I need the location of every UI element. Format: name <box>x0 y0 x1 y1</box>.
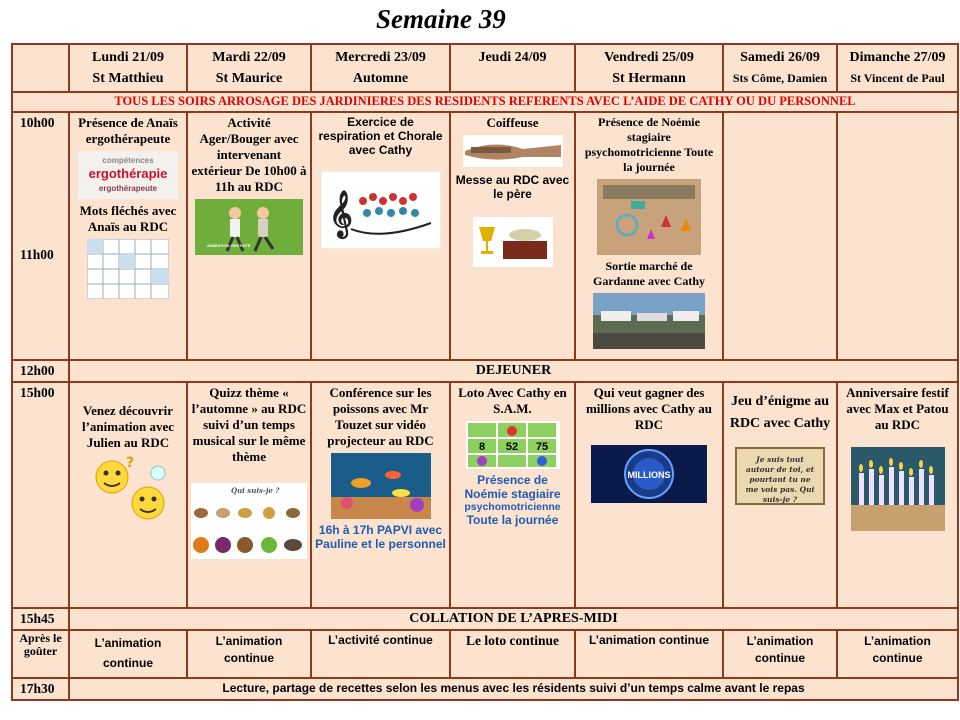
poissons-image <box>331 453 431 519</box>
day-date: Dimanche 27/09 <box>849 50 946 65</box>
cell-dimanche-matin <box>837 112 958 360</box>
dimanche-aprem-text: Anniversaire festif avec Max et Patou au RDC <box>846 385 949 432</box>
day-date: Mardi 22/09 <box>212 50 286 65</box>
day-saint: Automne <box>352 71 409 86</box>
cell-jeudi-aprem <box>450 382 575 608</box>
time-10h00: 10h00 <box>20 115 55 130</box>
watering-banner: TOUS LES SOIRS ARROSAGE DES JARDINIERES DES RESIDENTS REFERENTS AVEC L’AIDE DE CATHY OU DU PERSONNEL <box>12 92 958 112</box>
header-row <box>12 44 958 92</box>
apres-dimanche: L’animation continue <box>837 630 958 678</box>
mercredi-aprem-blue-text: 16h à 17h PAPVI avec Pauline et le personnel <box>315 523 446 551</box>
page-title: Semaine 39 <box>376 4 506 34</box>
jeudi-aprem-blue-1: Présence de Noémie stagiaire <box>464 473 561 501</box>
jeudi-matin-text-1: Coiffeuse <box>486 115 539 130</box>
mercredi-aprem-text: Conférence sur les poissons avec Mr Touzet sur vidéo projecteur au RDC <box>327 385 434 448</box>
cell-mercredi-aprem <box>311 382 450 608</box>
chorale-image <box>321 171 441 249</box>
time-11h00: 11h00 <box>20 247 54 262</box>
time-17h30: 17h30 <box>12 678 69 700</box>
cell-lundi-aprem <box>69 382 187 608</box>
samedi-aprem-text: Jeu d’énigme au RDC avec Cathy <box>729 394 831 431</box>
automne-quizz-image <box>191 483 307 559</box>
lundi-matin-text-2: Mots fléchés avec Anaïs au RDC <box>79 203 177 234</box>
crossword-grid-image <box>87 239 169 299</box>
anniversaire-image <box>851 447 945 531</box>
ergo-word-3: ergothérapeute <box>98 184 158 193</box>
vendredi-aprem-text: Qui veut gagner des millions avec Cathy au RDC <box>585 385 713 432</box>
jeudi-aprem-blue-3: Toute la journée <box>466 513 559 527</box>
dejeuner-label: DEJEUNER <box>69 360 958 382</box>
loto-number: 8 <box>478 441 485 453</box>
cell-samedi-matin <box>723 112 837 360</box>
apres-mercredi: L’activité continue <box>311 630 450 678</box>
loto-number: 52 <box>505 441 518 453</box>
enigme-image: Je suis tout autour de toi, et pourtant tu ne me vois pas. Qui suis-je ? <box>735 447 825 505</box>
day-date: Lundi 21/09 <box>92 50 164 65</box>
apres-vendredi: L’animation continue <box>575 630 723 678</box>
jeudi-matin-text-2: Messe au RDC avec le père <box>455 173 570 201</box>
apres-gouter-label: Après le goûter <box>12 630 69 678</box>
millions-label: MILLIONS <box>627 470 671 480</box>
ager-bouger-image <box>195 199 303 255</box>
jeudi-aprem-blue-2: psychomotricienne <box>464 501 561 513</box>
cell-vendredi-aprem <box>575 382 723 608</box>
cell-mardi-matin <box>187 112 311 360</box>
svg-text:𝄞: 𝄞 <box>328 191 353 237</box>
collation-label: COLLATION DE L’APRES-MIDI <box>69 608 958 630</box>
apres-lundi: L’animation continue <box>69 630 187 678</box>
day-header-jeudi <box>450 44 575 92</box>
cell-samedi-aprem <box>723 382 837 608</box>
cell-vendredi-matin <box>575 112 723 360</box>
time-15h45: 15h45 <box>12 608 69 630</box>
day-saint: St Matthieu <box>92 71 164 86</box>
cell-dimanche-aprem <box>837 382 958 608</box>
lundi-aprem-text: Venez découvrir l’animation avec Julien au RDC <box>81 403 175 450</box>
afternoon-row <box>12 382 958 608</box>
time-15h00: 15h00 <box>12 382 69 608</box>
dejeuner-row <box>12 360 958 382</box>
coiffeuse-image <box>463 135 563 167</box>
cell-mercredi-matin <box>311 112 450 360</box>
marche-image <box>593 293 705 349</box>
ergo-word-2: ergothérapie <box>88 166 168 181</box>
vendredi-matin-text-1: Présence de Noémie stagiaire psychomotricienne Toute la journée <box>584 115 714 174</box>
day-header-vendredi <box>575 44 723 92</box>
day-date: Vendredi 25/09 <box>604 50 694 65</box>
mercredi-matin-text: Exercice de respiration et Chorale avec Cathy <box>318 115 443 157</box>
apres-gouter-row <box>12 630 958 678</box>
corner-cell <box>12 44 69 92</box>
weekly-schedule <box>11 43 959 701</box>
morning-row <box>12 112 958 360</box>
vendredi-matin-text-2: Sortie marché de Gardanne avec Cathy <box>593 259 705 288</box>
day-date: Samedi 26/09 <box>740 50 820 65</box>
loto-image <box>466 421 560 469</box>
mardi-matin-text: Activité Ager/Bouger avec intervenant extérieur De 10h00 à 11h au RDC <box>191 115 307 194</box>
smiley-idea-image <box>86 455 170 527</box>
soir-activity: Lecture, partage de recettes selon les menus avec les résidents suivi d’un temps calme avant le repas <box>69 678 958 700</box>
soir-row <box>12 678 958 700</box>
apres-mardi: L’animation continue <box>187 630 311 678</box>
cell-jeudi-matin <box>450 112 575 360</box>
millions-image <box>591 445 707 503</box>
ergo-word-1: compétences <box>102 156 154 165</box>
svg-text:?: ? <box>126 455 135 471</box>
loto-number: 75 <box>535 441 548 453</box>
cell-mardi-aprem <box>187 382 311 608</box>
collation-row <box>12 608 958 630</box>
day-header-samedi <box>723 44 837 92</box>
apres-jeudi: Le loto continue <box>450 630 575 678</box>
ager-caption: ANIMATION GRATUITE <box>207 243 251 248</box>
morning-times <box>12 112 69 360</box>
lundi-matin-text-1: Présence de Anaïs ergothérapeute <box>78 115 178 146</box>
day-header-mardi <box>187 44 311 92</box>
jeudi-aprem-text: Loto Avec Cathy en S.A.M. <box>458 385 567 416</box>
apres-samedi: L’animation continue <box>723 630 837 678</box>
day-saint: St Maurice <box>215 71 283 86</box>
day-date: Jeudi 24/09 <box>478 50 547 65</box>
day-saint: St Vincent de Paul <box>850 71 945 85</box>
day-header-dimanche <box>837 44 958 92</box>
psychomotricite-image <box>597 179 701 255</box>
messe-image <box>473 217 553 267</box>
qui-suis-je-caption: Qui suis-je ? <box>231 486 280 495</box>
cell-lundi-matin <box>69 112 187 360</box>
day-date: Mercredi 23/09 <box>335 50 426 65</box>
day-header-mercredi <box>311 44 450 92</box>
banner-row <box>12 92 958 112</box>
day-saint: Sts Côme, Damien <box>732 71 828 85</box>
time-12h00: 12h00 <box>12 360 69 382</box>
ergotherapie-image <box>78 151 178 199</box>
mardi-aprem-text: Quizz thème « l’automne » au RDC suivi d’un temps musical sur le même thème <box>191 385 307 464</box>
day-saint: St Hermann <box>612 71 686 86</box>
day-header-lundi <box>69 44 187 92</box>
